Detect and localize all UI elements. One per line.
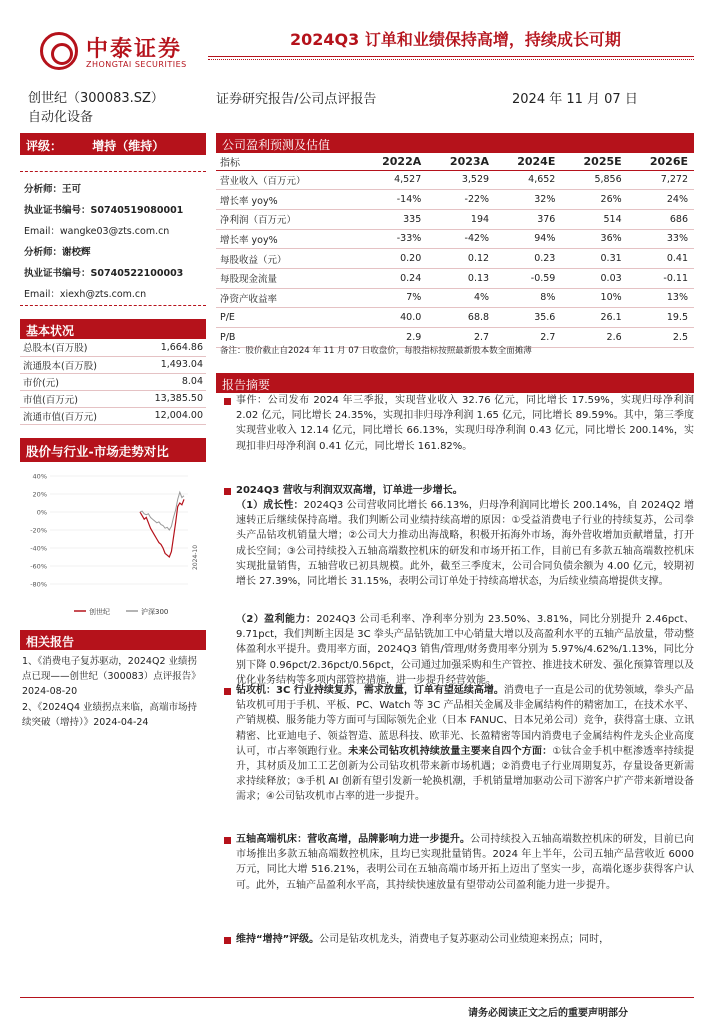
table-row <box>216 190 694 210</box>
header-divider-dotted <box>208 59 694 60</box>
table-cell: 3,529 <box>427 170 495 190</box>
event-paragraph: 事件：公司发布 2024 年三季报，实现营业收入 32.76 亿元，同比增长 17.59%，实现归母净利润 2.02 亿元，同比增长 24.35%，实现扣非归母净利润 1.65 亿元，同比增长 89.59%。其中，第三季度实现营业收入 12.14 亿元，同比增长 66.13%，实现归母净利润 0.43 亿元，同比增长 200.14%，实现扣非归母净利润 0.41 亿元，同比增长 161.82%。 <box>236 395 694 452</box>
related-item[interactable]: 1、《消费电子复苏驱动，2024Q2 业绩拐点已现——创世纪（300083）点评报告》2024-08-20 <box>22 656 201 697</box>
table-cell: 7% <box>359 288 427 308</box>
table-cell: -42% <box>427 229 495 249</box>
table-cell: 514 <box>561 209 627 229</box>
related-item[interactable]: 2、《2024Q4 业绩拐点来临，高端市场持续突破（增持）》2024-04-24 <box>22 702 198 728</box>
footer-disclaimer: 请务必阅读正文之后的重要声明部分 <box>468 1008 628 1019</box>
table-cell: 2.5 <box>628 328 694 348</box>
table-cell: 7,272 <box>628 170 694 190</box>
table-cell: 每股现金流量 <box>216 268 359 288</box>
table-cell: 33% <box>628 229 694 249</box>
table-cell: 2.7 <box>427 328 495 348</box>
table-cell: 194 <box>427 209 495 229</box>
series-line-0 <box>140 499 184 557</box>
y-tick-label: -60% <box>30 562 47 571</box>
profit-paragraph: （2）盈利能力：2024Q3 公司毛利率、净利率分别为 23.50%、3.81%，同比分别提升 2.46pct、9.71pct，我们判断主因是 3C 拳头产品钻铣加工中心销量大增以及高盈利水平的五轴产品放量，带动整体盈利水平提升。费用率方面，2024Q3 销售/管理/财务费用率分别为 5.97%/4.62%/1.13%，同比分别下降 0.96pct/2.36pct/0.56pct，公司通过加强采购和生产管控、推进技术研发、强化预算管理以及优化业务结构等多项内部管控措施，进一步提升经营效能。 <box>236 614 694 686</box>
rating-value: 增持（维持） <box>92 139 165 153</box>
y-tick-label: -80% <box>30 580 47 589</box>
analyst-role: 分析师：谢校辉 <box>24 247 91 258</box>
table-cell: 2.9 <box>359 328 427 348</box>
table-cell: P/B <box>216 328 359 348</box>
table-cell: 净利润（百万元） <box>216 209 359 229</box>
table-cell: 每股收益（元） <box>216 249 359 269</box>
table-cell: 26.1 <box>561 308 627 328</box>
table-cell: 0.03 <box>561 268 627 288</box>
five-axis-paragraph: 五轴高端机床：营收高增，品牌影响力进一步提升。公司持续投入五轴高端数控机床的研发，目前已向市场推出多款五轴高端数控机床，且均已实现批量销售。2024 年上半年，公司五轴产品营收近 6000 万元，同比大增 516.21%，表明公司在五轴高端市场开拓上迈出了坚实一步，高端化逐步获得客户认可。此外，五轴产品盈利水平高，其持续快速放量有望带动公司盈利能力进一步提升。 <box>236 834 695 891</box>
trend-title: 股价与行业-市场走势对比 <box>20 438 206 462</box>
table-cell: 26% <box>561 190 627 210</box>
table-cell: 0.41 <box>628 249 694 269</box>
forecast-note: 备注：股价截止自2024 年 11 月 07 日收盘价，每股指标按照最新股本数全面摊薄 <box>220 346 532 356</box>
industry-name: 自动化设备 <box>28 110 94 125</box>
table-cell: 4,652 <box>495 170 561 190</box>
table-row <box>216 268 694 288</box>
table-cell: 2.7 <box>495 328 561 348</box>
company-name: 创世纪（300083.SZ） <box>28 91 164 106</box>
bullet-icon <box>224 688 231 695</box>
table-cell: 94% <box>495 229 561 249</box>
table-cell: 营业收入（百万元） <box>216 170 359 190</box>
table-cell: 0.20 <box>359 249 427 269</box>
y-tick-label: -40% <box>30 544 47 553</box>
logo-name: 中泰证券 <box>86 37 183 62</box>
forecast-title: 公司盈利预测及估值 <box>216 133 694 153</box>
divider <box>20 171 206 172</box>
report-headline: 2024Q3 订单和业绩保持高增，持续成长可期 <box>290 30 621 49</box>
bullet-icon <box>224 398 231 405</box>
basic-info-table <box>20 339 206 425</box>
table-cell: 2.6 <box>561 328 627 348</box>
table-cell: 4,527 <box>359 170 427 190</box>
basic-info-title: 基本状况 <box>20 319 206 339</box>
table-cell: 36% <box>561 229 627 249</box>
table-row: 总股本(百万股) 1,664.86 <box>20 339 206 356</box>
table-cell: -14% <box>359 190 427 210</box>
table-cell: 增长率 yoy% <box>216 229 359 249</box>
table-row <box>216 249 694 269</box>
report-type: 证券研究报告/公司点评报告 <box>216 92 377 107</box>
table-row: 市价(元) 8.04 <box>20 373 206 390</box>
y-tick-label: 40% <box>32 472 47 481</box>
table-cell: 686 <box>628 209 694 229</box>
table-cell: 40.0 <box>359 308 427 328</box>
table-cell: 0.13 <box>427 268 495 288</box>
y-tick-label: 20% <box>32 490 47 499</box>
rating-paragraph: 维持“增持”评级。公司是钻攻机龙头，消费电子复苏驱动公司业绩迎来拐点；同时， <box>236 934 610 945</box>
table-row <box>216 170 694 190</box>
table-cell: 净资产收益率 <box>216 288 359 308</box>
rating-label: 评级： <box>26 139 63 153</box>
related-title: 相关报告 <box>20 630 206 650</box>
analyst-role: 分析师：王可 <box>24 184 82 195</box>
table-cell: -0.59 <box>495 268 561 288</box>
forecast-table <box>216 153 694 348</box>
table-cell: 376 <box>495 209 561 229</box>
section-heading: 2024Q3 营收与利润双双高增，订单进一步增长。 <box>236 485 463 496</box>
table-cell: -33% <box>359 229 427 249</box>
table-cell: 35.6 <box>495 308 561 328</box>
table-cell: -22% <box>427 190 495 210</box>
table-cell: 8% <box>495 288 561 308</box>
table-row <box>216 229 694 249</box>
analyst-cert: 执业证书编号：S0740522100003 <box>24 268 184 279</box>
table-cell: 4% <box>427 288 495 308</box>
y-tick-label: -20% <box>30 526 47 535</box>
table-row <box>216 308 694 328</box>
table-cell: 13% <box>628 288 694 308</box>
y-tick-label: 0% <box>36 508 47 517</box>
drill-paragraph: 钻攻机：3C 行业持续复苏，需求放量，订单有望延续高增。消费电子一直是公司的优势领域，拳头产品钻攻机可用于手机、平板、PC、Watch 等 3C 产品相关金属及非金属结构件的精密加工，在技术水平、产销规模、服务能力等方面可与国际领先企业（日本 FANUC、日本兄弟公司）竞争，获得富士康、立讯精密、比亚迪电子、领益智造、蓝思科技、欧菲光、长盈精密等国内消费电子金属结构件龙头企业高度认可，市占率领跑行业。未来公司钻攻机持续放量主要来自四个方面：①钛合金手机中框渗透率持续提升，其材质及加工工艺创新为公司钻攻机带来新市场机遇；②消费电子行业周期复苏，存量设备更新需求持续释放；③手机 AI 创新有望引发新一轮换机潮，手机销量增加驱动公司下游客户扩产带来新增设备需求；④公司钻攻机市占率的进一步提升。 <box>236 685 695 803</box>
logo-name-en: ZHONGTAI SECURITIES <box>86 60 187 69</box>
bullet-icon <box>224 488 231 495</box>
footer-divider <box>20 997 694 998</box>
table-row <box>216 288 694 308</box>
logo-icon <box>40 32 78 70</box>
table-header: 指标 2022A 2023A 2024E 2025E 2026E <box>216 153 694 170</box>
bullet-icon <box>224 837 231 844</box>
table-cell: 5,856 <box>561 170 627 190</box>
table-cell: 0.31 <box>561 249 627 269</box>
table-cell: 增长率 yoy% <box>216 190 359 210</box>
price-trend-chart <box>20 466 206 626</box>
legend-label: 创世纪 <box>89 608 110 616</box>
table-cell: 32% <box>495 190 561 210</box>
table-cell: 68.8 <box>427 308 495 328</box>
table-cell: 19.5 <box>628 308 694 328</box>
table-cell: 24% <box>628 190 694 210</box>
divider <box>20 305 206 306</box>
bullet-icon <box>224 937 231 944</box>
analyst-email[interactable]: Email：wangke03@zts.com.cn <box>24 226 170 237</box>
x-tick-label: 2024-10 <box>192 544 199 570</box>
analyst-email[interactable]: Email：xiexh@zts.com.cn <box>24 289 147 300</box>
growth-paragraph: （1）成长性：2024Q3 公司营收同比增长 66.13%，归母净利润同比增长 200.14%，自 2024Q2 增速转正后继续保持高增。我们判断公司业绩持续高增的原因：①受益消费电子行业的持续复苏，公司拳头产品钻攻机销量大增；②公司大力推动出海战略，积极开拓海外市场，海外营收增加贡献增量，打开成长空间；③公司持续投入五轴高端数控机床的研发和市场开拓工作，目前已有多款五轴高端数控机床实现批量销售，五轴营收已初具规模。此外，截至三季度末，公司合同负债余额为 4.00 亿元，较期初增长 27.39%，同比增长 31.15%，表明公司订单处于持续高增状态，为后续业绩高增提供支撑。 <box>236 500 694 588</box>
table-row: 流通市值(百万元) 12,004.00 <box>20 407 206 424</box>
table-row: 流通股本(百万股) 1,493.04 <box>20 356 206 373</box>
analyst-cert: 执业证书编号：S0740519080001 <box>24 205 184 216</box>
table-cell: 335 <box>359 209 427 229</box>
summary-title: 报告摘要 <box>216 373 694 393</box>
header-divider <box>208 56 694 57</box>
table-cell: 0.24 <box>359 268 427 288</box>
table-row <box>216 209 694 229</box>
rating-bar <box>20 133 206 155</box>
table-cell: 10% <box>561 288 627 308</box>
table-cell: P/E <box>216 308 359 328</box>
table-cell: 0.12 <box>427 249 495 269</box>
report-date: 2024 年 11 月 07 日 <box>512 92 638 107</box>
table-cell: -0.11 <box>628 268 694 288</box>
table-cell: 0.23 <box>495 249 561 269</box>
related-list <box>22 654 206 731</box>
legend-label: 沪深300 <box>141 608 169 616</box>
table-row: 市值(百万元) 13,385.50 <box>20 390 206 407</box>
